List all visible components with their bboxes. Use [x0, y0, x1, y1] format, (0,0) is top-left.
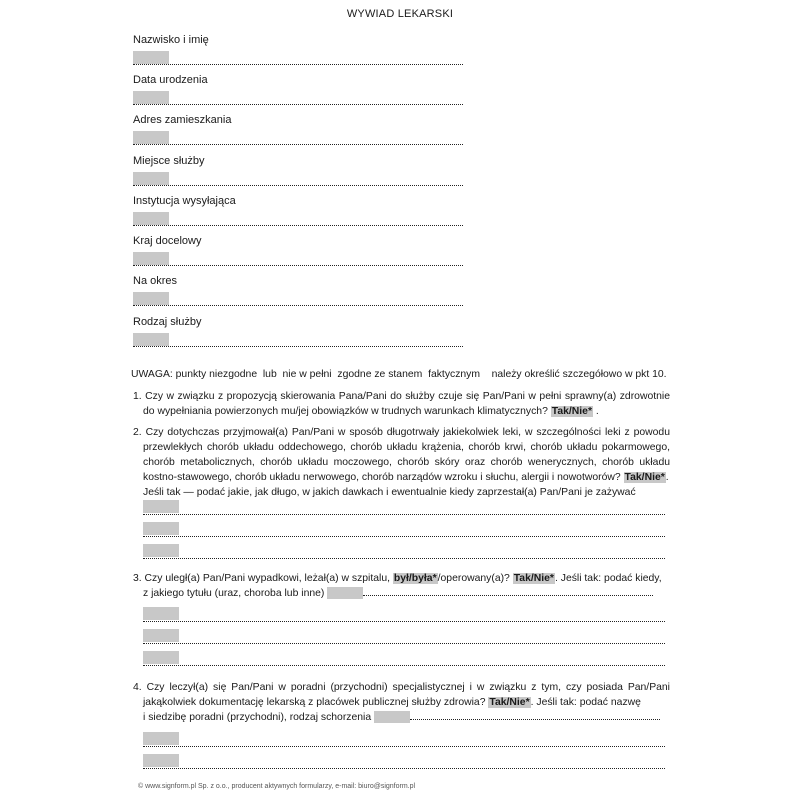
q3-answer-line-1	[143, 621, 665, 622]
question-3-line-2: z jakiego tytułu (uraz, choroba lub inne)	[143, 588, 325, 599]
service-place-line	[133, 185, 463, 186]
question-3-line-1a: 3. Czy uległ(a) Pan/Pani wypadkowi, leżał(a) w szpitalu,	[133, 573, 390, 584]
birthdate-line	[133, 104, 463, 105]
birthdate-input[interactable]	[133, 91, 169, 104]
name-input[interactable]	[133, 51, 169, 64]
question-4-line-2b: . Jeśli tak: podać nazwę	[530, 697, 641, 708]
question-3	[133, 571, 670, 601]
field-label-country: Kraj docelowy	[133, 235, 202, 247]
question-3-line-1c: . Jeśli tak: podać kiedy,	[554, 573, 662, 584]
question-1-end: .	[595, 406, 599, 417]
field-label-service-place: Miejsce służby	[133, 155, 205, 167]
question-4-answer[interactable]: Tak/Nie*	[489, 697, 530, 708]
field-label-birthdate: Data urodzenia	[133, 74, 208, 86]
q3-inline-input[interactable]	[327, 587, 363, 599]
name-line	[133, 64, 463, 65]
q4-answer-line-2	[143, 768, 665, 769]
question-1	[133, 389, 670, 419]
q4-answer-line-1	[143, 746, 665, 747]
q4-inline-line	[410, 719, 660, 720]
question-4-line-2a: jakąkolwiek dokumentację lekarską z placówek publicznej służby zdrowia?	[143, 697, 486, 708]
service-type-input[interactable]	[133, 333, 169, 346]
q2-answer-input-2[interactable]	[143, 522, 179, 535]
q3-answer-line-2	[143, 643, 665, 644]
question-4-line-1: 4. Czy leczył(a) się Pan/Pani w poradni (przychodni) specjalistycznej i w związku z tym, czy posiada Pan/Pani	[133, 682, 670, 693]
country-input[interactable]	[133, 252, 169, 265]
question-2-line-5: Jeśli tak — podać jakie, jak długo, w jakich dawkach i ewentualnie kiedy zaprzestał(a) Pan/Pani je zażywać	[143, 487, 636, 498]
address-line	[133, 144, 463, 145]
question-2-line-1: 2. Czy dotychczas przyjmował(a) Pan/Pani w sposób długotrwały jakiekolwiek leki, w szczególności leki z powodu	[133, 427, 670, 438]
q4-answer-input-1[interactable]	[143, 732, 179, 745]
question-1-line-1: 1. Czy w związku z propozycją skierowania Pana/Pani do służby czuje się Pan/Pani w pełni sprawny(a) zdrowotnie	[133, 391, 670, 402]
q2-answer-line-2	[143, 536, 665, 537]
question-2-line-2: przewlekłych chorób układu oddechowego, chorób układu krążenia, chorób krwi, chorób układu pokarmowego,	[143, 442, 670, 453]
page-title: WYWIAD LEKARSKI	[346, 8, 454, 20]
warning-note: UWAGA: punkty niezgodne lub nie w pełni zgodne ze stanem faktycznym należy określić szczegółowo w pkt 10.	[131, 369, 667, 380]
q3-answer-line-3	[143, 665, 665, 666]
q3-inline-line	[363, 595, 653, 596]
country-line	[133, 265, 463, 266]
question-1-answer[interactable]: Tak/Nie*	[551, 406, 592, 417]
question-3-answer[interactable]: Tak/Nie*	[513, 573, 554, 584]
q2-answer-input-1[interactable]	[143, 500, 179, 513]
field-label-institution: Instytucja wysyłająca	[133, 195, 236, 207]
q2-answer-line-1	[143, 514, 665, 515]
q3-answer-input-1[interactable]	[143, 607, 179, 620]
address-input[interactable]	[133, 131, 169, 144]
question-3-byl-choice[interactable]: był/była*	[393, 573, 437, 584]
field-label-address: Adres zamieszkania	[133, 114, 232, 126]
q4-inline-input[interactable]	[374, 711, 410, 723]
question-3-line-1b: /operowany(a)?	[437, 573, 510, 584]
institution-input[interactable]	[133, 212, 169, 225]
q3-answer-input-3[interactable]	[143, 651, 179, 664]
question-4-line-3: i siedzibę poradni (przychodni), rodzaj schorzenia	[143, 712, 372, 723]
q3-answer-input-2[interactable]	[143, 629, 179, 642]
q2-answer-input-3[interactable]	[143, 544, 179, 557]
footer-copyright: © www.signform.pl Sp. z o.o., producent aktywnych formularzy, e-mail: biuro@signform.pl	[138, 783, 416, 790]
q2-answer-line-3	[143, 558, 665, 559]
field-label-name: Nazwisko i imię	[133, 34, 209, 46]
institution-line	[133, 225, 463, 226]
question-2-answer[interactable]: Tak/Nie*	[624, 472, 665, 483]
field-label-period: Na okres	[133, 275, 178, 287]
question-2	[133, 425, 670, 500]
question-2-end: .	[665, 472, 669, 483]
service-type-line	[133, 346, 463, 347]
period-line	[133, 305, 463, 306]
service-place-input[interactable]	[133, 172, 169, 185]
question-1-line-2: do wypełniania powierzonych mu/jej obowiązków w trudnych warunkach klimatycznych?	[143, 406, 548, 417]
question-2-line-4: kostno-stawowego, chorób układu nerwowego, chorób narządów wzroku i słuchu, alergii i nowotworów?	[143, 472, 621, 483]
field-label-service-type: Rodzaj służby	[133, 316, 202, 328]
question-2-line-3: chorób metabolicznych, chorób układu moczowego, chorób skóry oraz chorób wenerycznych, chorób układu	[143, 457, 670, 468]
q4-answer-input-2[interactable]	[143, 754, 179, 767]
question-4	[133, 680, 670, 725]
period-input[interactable]	[133, 292, 169, 305]
